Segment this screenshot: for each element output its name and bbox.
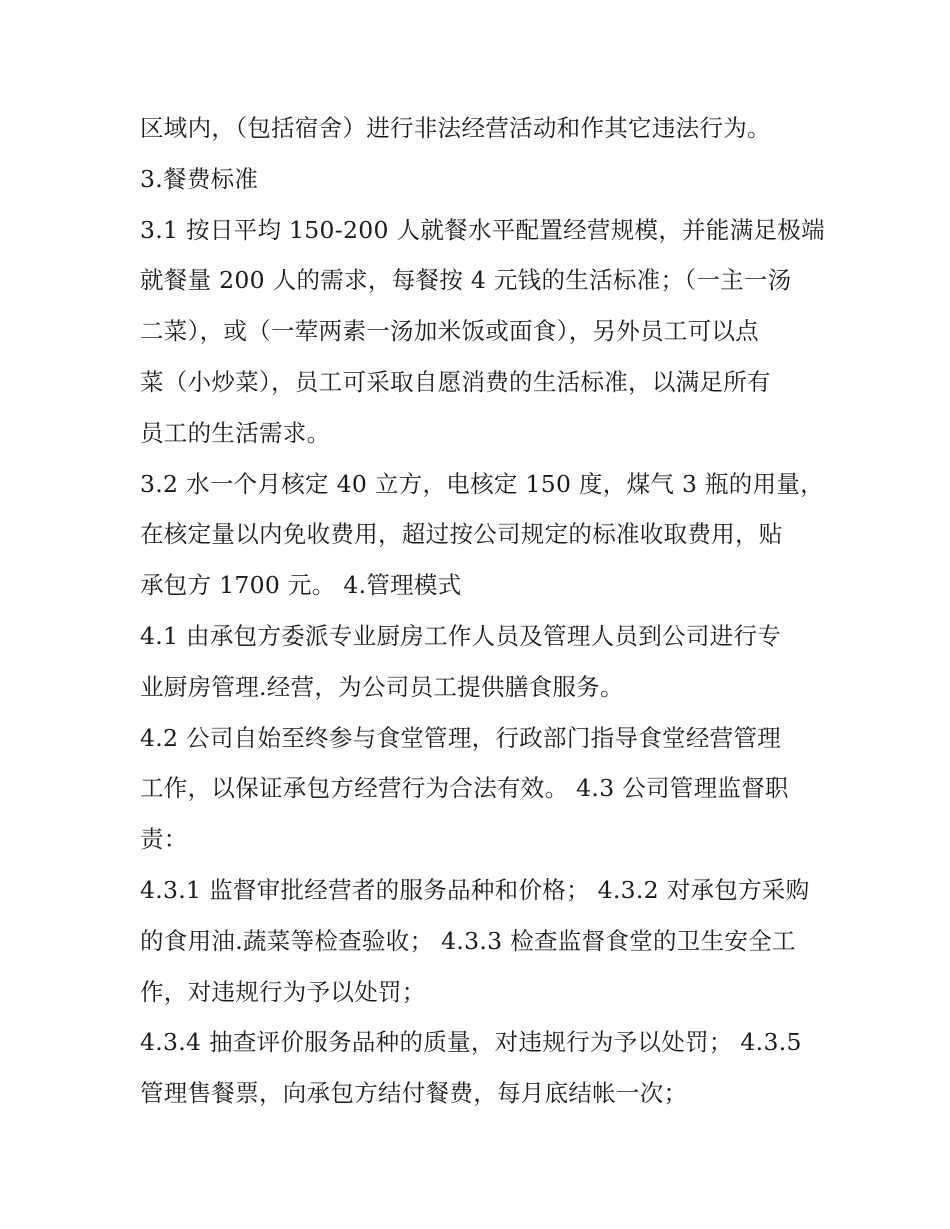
text-line: 4.3.4 抽查评价服务品种的质量，对违规行为予以处罚； 4.3.5 xyxy=(140,1028,802,1057)
text-line: 二菜），或（一荤两素一汤加米饭或面食），另外员工可以点 xyxy=(140,317,760,346)
text-line: 菜（小炒菜），员工可采取自愿消费的生活标准，以满足所有 xyxy=(140,367,771,396)
text-line: 就餐量 200 人的需求，每餐按 4 元钱的生活标准；（一主一汤 xyxy=(140,266,792,295)
text-line: 业厨房管理.经营，为公司员工提供膳食服务。 xyxy=(140,672,624,701)
text-line: 员工的生活需求。 xyxy=(140,418,331,447)
text-line: 责： xyxy=(140,825,188,854)
text-line: 工作，以保证承包方经营行为合法有效。 4.3 公司管理监督职 xyxy=(140,774,789,803)
text-line: 区域内，（包括宿舍）进行非法经营活动和作其它违法行为。 xyxy=(140,114,771,142)
text-line: 作，对违规行为予以处罚； xyxy=(140,977,426,1006)
text-line: 3.1 按日平均 150-200 人就餐水平配置经营规模，并能满足极端 xyxy=(140,215,825,244)
text-line: 4.2 公司自始至终参与食堂管理，行政部门指导食堂经营管理 xyxy=(140,723,782,752)
text-line: 管理售餐票，向承包方结付餐费，每月底结帐一次； xyxy=(140,1079,688,1108)
text-line: 的食用油.蔬菜等检查验收； 4.3.3 检查监督食堂的卫生安全工 xyxy=(140,926,796,955)
text-line: 4.3.1 监督审批经营者的服务品种和价格； 4.3.2 对承包方采购 xyxy=(140,875,810,904)
text-line: 4.1 由承包方委派专业厨房工作人员及管理人员到公司进行专 xyxy=(140,621,782,650)
text-line: 3.2 水一个月核定 40 立方，电核定 150 度，煤气 3 瓶的用量， xyxy=(140,469,824,498)
document-body xyxy=(140,103,830,1119)
text-line: 在核定量以内免收费用，超过按公司规定的标准收取费用，贴 xyxy=(140,520,783,549)
text-line: 承包方 1700 元。 4.管理模式 xyxy=(140,571,462,600)
section-heading: 3.餐费标准 xyxy=(140,164,259,193)
